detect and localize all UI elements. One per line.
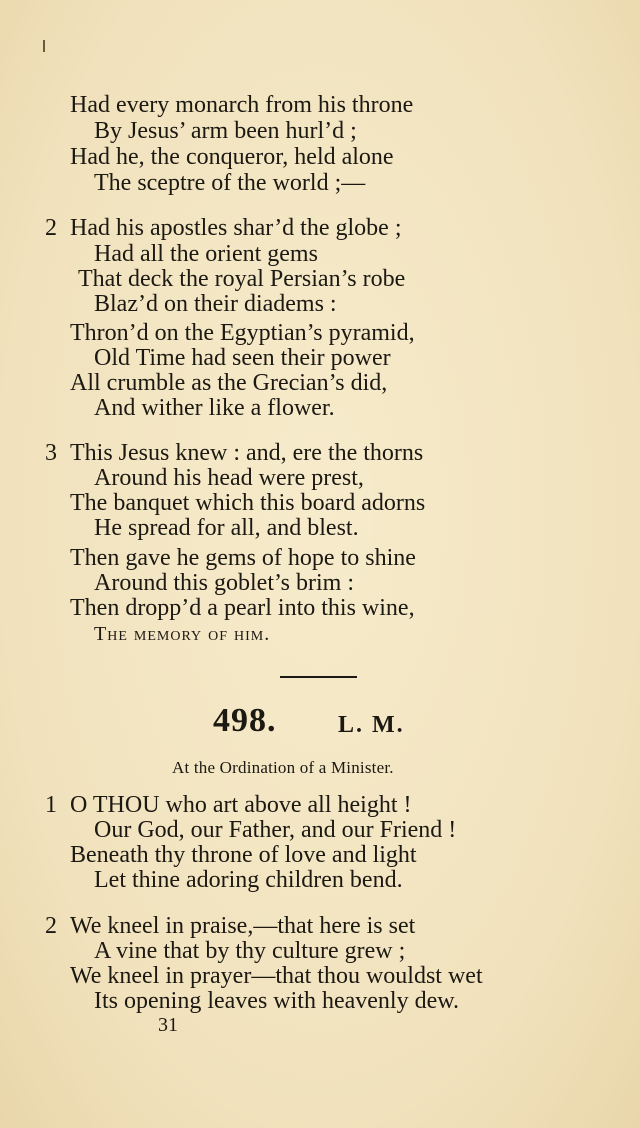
verse-line: Our God, our Father, and our Friend ! xyxy=(94,817,457,843)
hymn-occasion: At the Ordination of a Minister. xyxy=(172,758,394,777)
verse-line: All crumble as the Grecian’s did, xyxy=(70,370,388,396)
stanza-number: 1 xyxy=(45,792,57,818)
verse-line: Its opening leaves with heavenly dew. xyxy=(94,988,460,1014)
page-mark xyxy=(43,40,45,52)
verse-line: By Jesus’ arm been hurl’d ; xyxy=(94,118,357,144)
verse-line: And wither like a flower. xyxy=(94,395,335,421)
verse-line: Then gave he gems of hope to shine xyxy=(70,545,416,571)
verse-line: Let thine adoring children bend. xyxy=(94,867,403,893)
verse-line: This Jesus knew : and, ere the thorns xyxy=(70,440,424,466)
printer-signature: 31 xyxy=(158,1014,178,1036)
verse-line: Then dropp’d a pearl into this wine, xyxy=(70,595,415,621)
stanza-number: 3 xyxy=(45,440,57,466)
verse-line: We kneel in praise,—that here is set xyxy=(70,913,416,939)
verse-line: Beneath thy throne of love and light xyxy=(70,842,417,868)
verse-line: Old Time had seen their power xyxy=(94,345,391,371)
verse-line: Thron’d on the Egyptian’s pyramid, xyxy=(70,320,415,346)
verse-line: We kneel in prayer—that thou wouldst wet xyxy=(70,963,483,989)
verse-line: That deck the royal Persian’s robe xyxy=(78,266,406,292)
stanza-number: 2 xyxy=(45,913,57,939)
verse-line: Had every monarch from his throne xyxy=(70,92,414,118)
hymn-meter: L. M. xyxy=(338,712,405,738)
verse-line: The banquet which this board adorns xyxy=(70,490,426,516)
verse-line: Blaz’d on their diadems : xyxy=(94,291,337,317)
verse-line: He spread for all, and blest. xyxy=(94,515,359,541)
verse-line: O THOU who art above all height ! xyxy=(70,792,412,818)
stanza-number: 2 xyxy=(45,215,57,241)
verse-line: Had his apostles shar’d the globe ; xyxy=(70,215,402,241)
section-divider xyxy=(280,676,357,678)
verse-line: A vine that by thy culture grew ; xyxy=(94,938,406,964)
verse-line: The sceptre of the world ;— xyxy=(94,170,366,196)
verse-line-small-caps: The memory of him. xyxy=(94,623,271,645)
verse-line: Had all the orient gems xyxy=(94,241,318,267)
hymn-number: 498. xyxy=(213,702,277,739)
verse-line: Around his head were prest, xyxy=(94,465,364,491)
verse-line: Around this goblet’s brim : xyxy=(94,570,354,596)
verse-line: Had he, the conqueror, held alone xyxy=(70,144,394,170)
